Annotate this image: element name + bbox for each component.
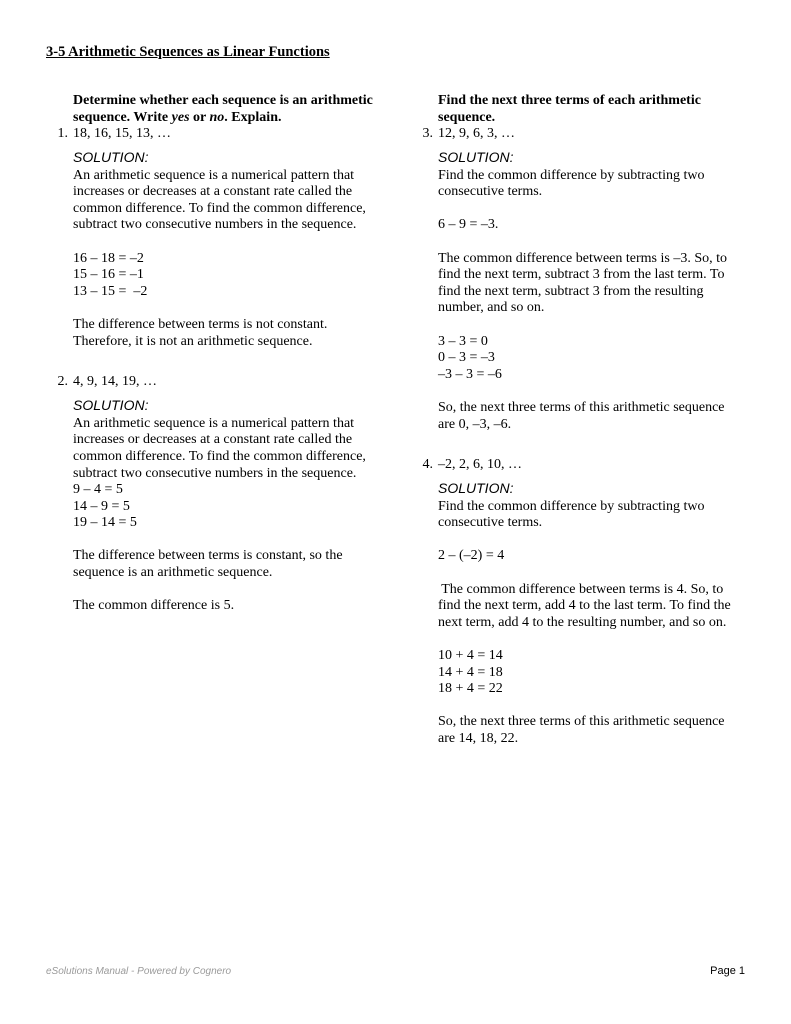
solution-label: SOLUTION: xyxy=(73,148,149,165)
problem-4-header xyxy=(411,457,758,474)
text-line: number, and so on. xyxy=(438,300,545,316)
problem-sequence: 4, 9, 14, 19, … xyxy=(73,374,157,390)
text-line: common difference. To find the common difference, xyxy=(73,448,366,464)
work-line: 18 + 4 = 22 xyxy=(438,681,503,697)
work-line: 3 – 3 = 0 xyxy=(438,333,488,349)
text-line: are 14, 18, 22. xyxy=(438,731,519,746)
text-line: consecutive terms. xyxy=(438,184,543,200)
left-column xyxy=(57,92,393,615)
text-line: The common difference is 5. xyxy=(73,598,235,614)
text-line: increases or decreases at a constant rate called the xyxy=(73,184,353,200)
text-line: The common difference between terms is 4. So, to xyxy=(438,581,724,597)
work-line: 0 – 3 = –3 xyxy=(438,350,495,366)
solution-label: SOLUTION: xyxy=(438,148,514,165)
text-line: are 0, –3, –6. xyxy=(438,416,512,432)
text-line: find the next term, add 4 to the last term. To find the xyxy=(438,598,731,614)
text-line: consecutive terms. xyxy=(438,515,543,531)
problem-number: 3. xyxy=(422,126,433,141)
text-line: find the next term, subtract 3 from the last term. To xyxy=(438,267,725,283)
right-instruction xyxy=(438,92,758,126)
text-line: The common difference between terms is –3. So, to xyxy=(438,250,727,266)
text-line: Therefore, it is not an arithmetic sequence. xyxy=(73,333,313,349)
text-line: find the next term, subtract 3 from the resulting xyxy=(438,283,704,299)
text-line: Find the common difference by subtracting two xyxy=(438,498,705,514)
text-line: sequence is an arithmetic sequence. xyxy=(73,565,273,581)
text-line: So, the next three terms of this arithmetic sequence xyxy=(438,399,725,415)
instruction-text: Determine whether each sequence is an arithmetic sequence. Write xyxy=(73,93,373,125)
work-line: 16 – 18 = –2 xyxy=(73,250,144,266)
text-line: The difference between terms is not constant. xyxy=(73,316,328,332)
instruction-yes: yes xyxy=(171,110,190,125)
instruction-or: or xyxy=(189,110,210,125)
instruction-line: sequence. xyxy=(438,110,496,125)
text-line: subtract two consecutive numbers in the sequence. xyxy=(73,465,357,481)
text-line: next term, add 4 to the resulting number, and so on. xyxy=(438,614,727,630)
instruction-line: Find the next three terms of each arithmetic xyxy=(438,93,701,108)
left-instruction xyxy=(73,92,393,126)
problem-number: 1. xyxy=(57,126,68,141)
text-line: Find the common difference by subtracting two xyxy=(438,167,705,183)
page-title: 3-5 Arithmetic Sequences as Linear Functions xyxy=(46,44,330,60)
problem-sequence: 18, 16, 15, 13, … xyxy=(73,126,171,141)
text-line: An arithmetic sequence is a numerical pattern that xyxy=(73,167,355,183)
right-column xyxy=(422,92,758,748)
text-line: subtract two consecutive numbers in the sequence. xyxy=(73,217,357,233)
work-line: 6 – 9 = –3. xyxy=(438,217,499,233)
page-number: Page 1 xyxy=(710,965,745,977)
work-line: 14 – 9 = 5 xyxy=(73,498,130,514)
text-line: An arithmetic sequence is a numerical pattern that xyxy=(73,415,355,431)
instruction-no: no xyxy=(209,110,225,125)
problem-1-header xyxy=(46,126,393,143)
instruction-text-end: . Explain. xyxy=(224,110,282,125)
text-line: So, the next three terms of this arithmetic sequence xyxy=(438,714,725,730)
work-line: 14 + 4 = 18 xyxy=(438,664,503,680)
work-line: 2 – (–2) = 4 xyxy=(438,548,505,564)
footer-publisher: eSolutions Manual - Powered by Cognero xyxy=(46,966,232,977)
text-line: increases or decreases at a constant rate called the xyxy=(73,432,353,448)
problem-2-header xyxy=(46,374,393,391)
problem-number: 2. xyxy=(57,374,68,390)
problem-sequence: –2, 2, 6, 10, … xyxy=(438,457,522,473)
work-line: –3 – 3 = –6 xyxy=(438,366,502,382)
work-line: 9 – 4 = 5 xyxy=(73,482,123,498)
work-line: 10 + 4 = 14 xyxy=(438,648,503,664)
solution-label: SOLUTION: xyxy=(73,396,149,413)
text-line: common difference. To find the common difference, xyxy=(73,200,366,216)
text-line: The difference between terms is constant, so the xyxy=(73,548,343,564)
work-line: 13 – 15 = –2 xyxy=(73,283,148,299)
work-line: 15 – 16 = –1 xyxy=(73,267,144,283)
problem-number: 4. xyxy=(422,457,433,473)
problem-3-header xyxy=(411,126,758,143)
problem-sequence: 12, 9, 6, 3, … xyxy=(438,126,515,141)
solution-label: SOLUTION: xyxy=(438,479,514,496)
work-line: 19 – 14 = 5 xyxy=(73,515,137,531)
